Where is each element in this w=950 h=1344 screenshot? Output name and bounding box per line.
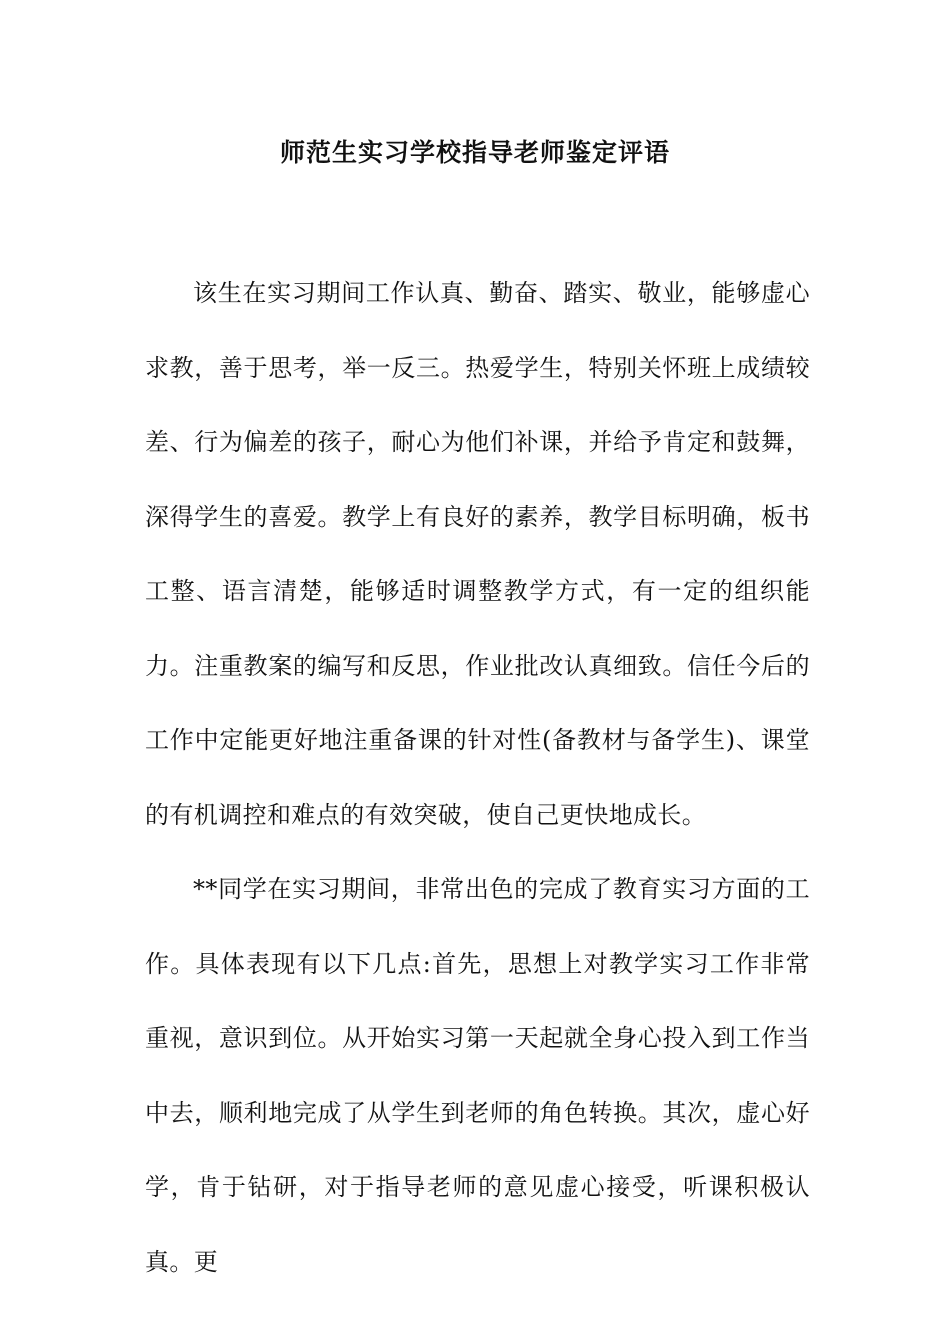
paragraph-1: 该生在实习期间工作认真、勤奋、踏实、敬业，能够虚心求教，善于思考，举一反三。热爱学生，特别关怀班上成绩较差、行为偏差的孩子，耐心为他们补课，并给予肯定和鼓舞，深得学生的喜爱。教学上有良好的素养，教学目标明确，板书工整、语言清楚，能够适时调整教学方式，有一定的组织能力。注重教案的编写和反思，作业批改认真细致。信任今后的工作中定能更好地注重备课的针对性(备教材与备学生)、课堂的有机调控和难点的有效突破，使自己更快地成长。 [145, 279, 810, 829]
document-title: 师范生实习学校指导老师鉴定评语 [279, 138, 670, 167]
document-body [145, 256, 810, 1299]
paragraph-2: **同学在实习期间，非常出色的完成了教育实习方面的工作。具体表现有以下几点:首先，思想上对教学实习工作非常重视，意识到位。从开始实习第一天起就全身心投入到工作当中去，顺利地完成了从学生到老师的角色转换。其次，虚心好学，肯于钻研，对于指导老师的意见虚心接受，听课积极认真。更 [145, 875, 810, 1276]
